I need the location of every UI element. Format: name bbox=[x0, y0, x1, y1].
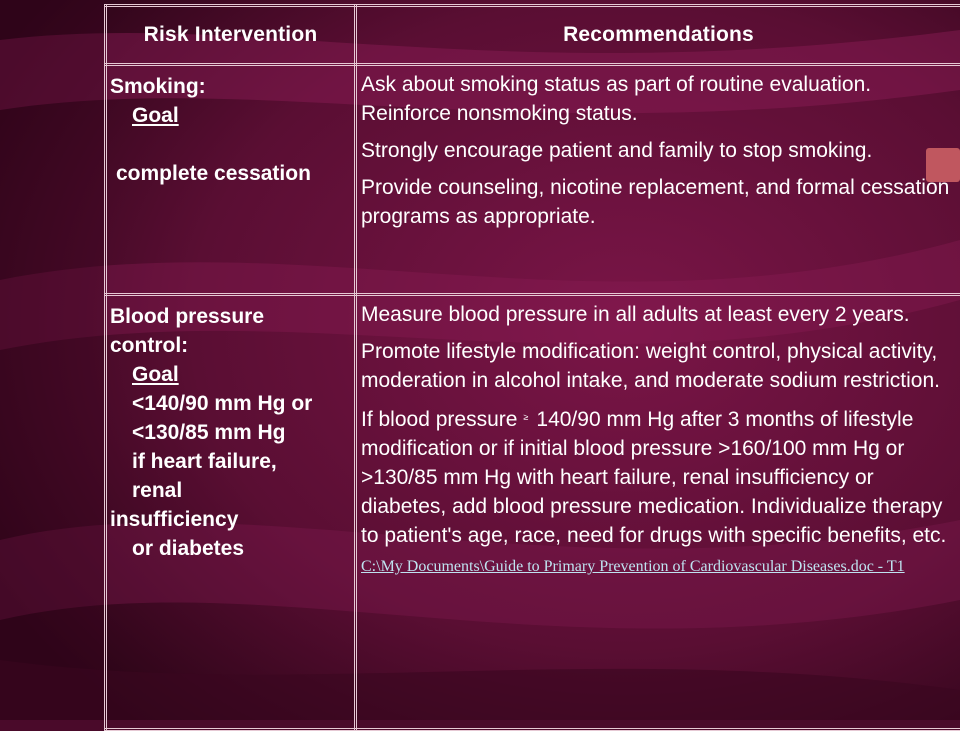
smoking-row bbox=[106, 65, 960, 295]
smoking-intervention-cell bbox=[106, 65, 356, 295]
smoking-recommendation-1: Ask about smoking status as part of routine evaluation. Reinforce nonsmoking status. bbox=[361, 70, 956, 128]
bp-goal-line-5: insufficiency bbox=[110, 505, 352, 534]
bp-title-line-2: control: bbox=[110, 331, 352, 360]
bp-recommendation-1: Measure blood pressure in all adults at least every 2 years. bbox=[361, 300, 956, 329]
bp-goal-line-2: <130/85 mm Hg bbox=[110, 418, 352, 447]
bp-intervention-cell bbox=[106, 295, 356, 730]
bp-goal-line-4: renal bbox=[110, 476, 352, 505]
bp-goal-label: Goal bbox=[110, 360, 352, 389]
bp-rec3-start: If blood pressure bbox=[361, 408, 517, 431]
header-risk-intervention: Risk Intervention bbox=[106, 6, 356, 65]
bp-rec3-rest: 140/90 mm Hg after 3 months of lifestyle modification or if initial blood pressure >160/100 mm Hg or >130/85 mm Hg with heart failure, renal insufficiency or diabetes, add blood pressure medication. Individualize therapy to patient's age, race, need for drugs with specific benefits, etc. bbox=[361, 408, 946, 547]
smoking-recommendations-cell bbox=[356, 65, 960, 295]
bp-title-line-1: Blood pressure bbox=[110, 302, 352, 331]
smoking-title: Smoking: bbox=[110, 72, 352, 101]
blood-pressure-row bbox=[106, 295, 960, 730]
greater-or-equal-symbol: ≥ bbox=[523, 412, 528, 422]
bp-recommendation-2: Promote lifestyle modification: weight control, physical activity, moderation in alcohol intake, and moderate sodium restriction. bbox=[361, 337, 956, 395]
header-row bbox=[106, 6, 960, 65]
bp-goal-line-6: or diabetes bbox=[110, 534, 352, 563]
risk-table bbox=[104, 4, 960, 731]
bp-recommendations-cell bbox=[356, 295, 960, 730]
bp-goal-line-1: <140/90 mm Hg or bbox=[110, 389, 352, 418]
bp-goal-line-3: if heart failure, bbox=[110, 447, 352, 476]
source-document-link[interactable]: C:\My Documents\Guide to Primary Prevention of Cardiovascular Diseases.doc - T1 bbox=[361, 558, 905, 575]
bp-recommendation-3 bbox=[361, 403, 956, 579]
header-recommendations: Recommendations bbox=[356, 6, 960, 65]
smoking-goal-text: complete cessation bbox=[110, 159, 352, 188]
smoking-goal-label: Goal bbox=[110, 101, 352, 130]
smoking-recommendation-2: Strongly encourage patient and family to stop smoking. bbox=[361, 136, 956, 165]
smoking-recommendation-3: Provide counseling, nicotine replacement, and formal cessation programs as appropriate. bbox=[361, 173, 956, 231]
